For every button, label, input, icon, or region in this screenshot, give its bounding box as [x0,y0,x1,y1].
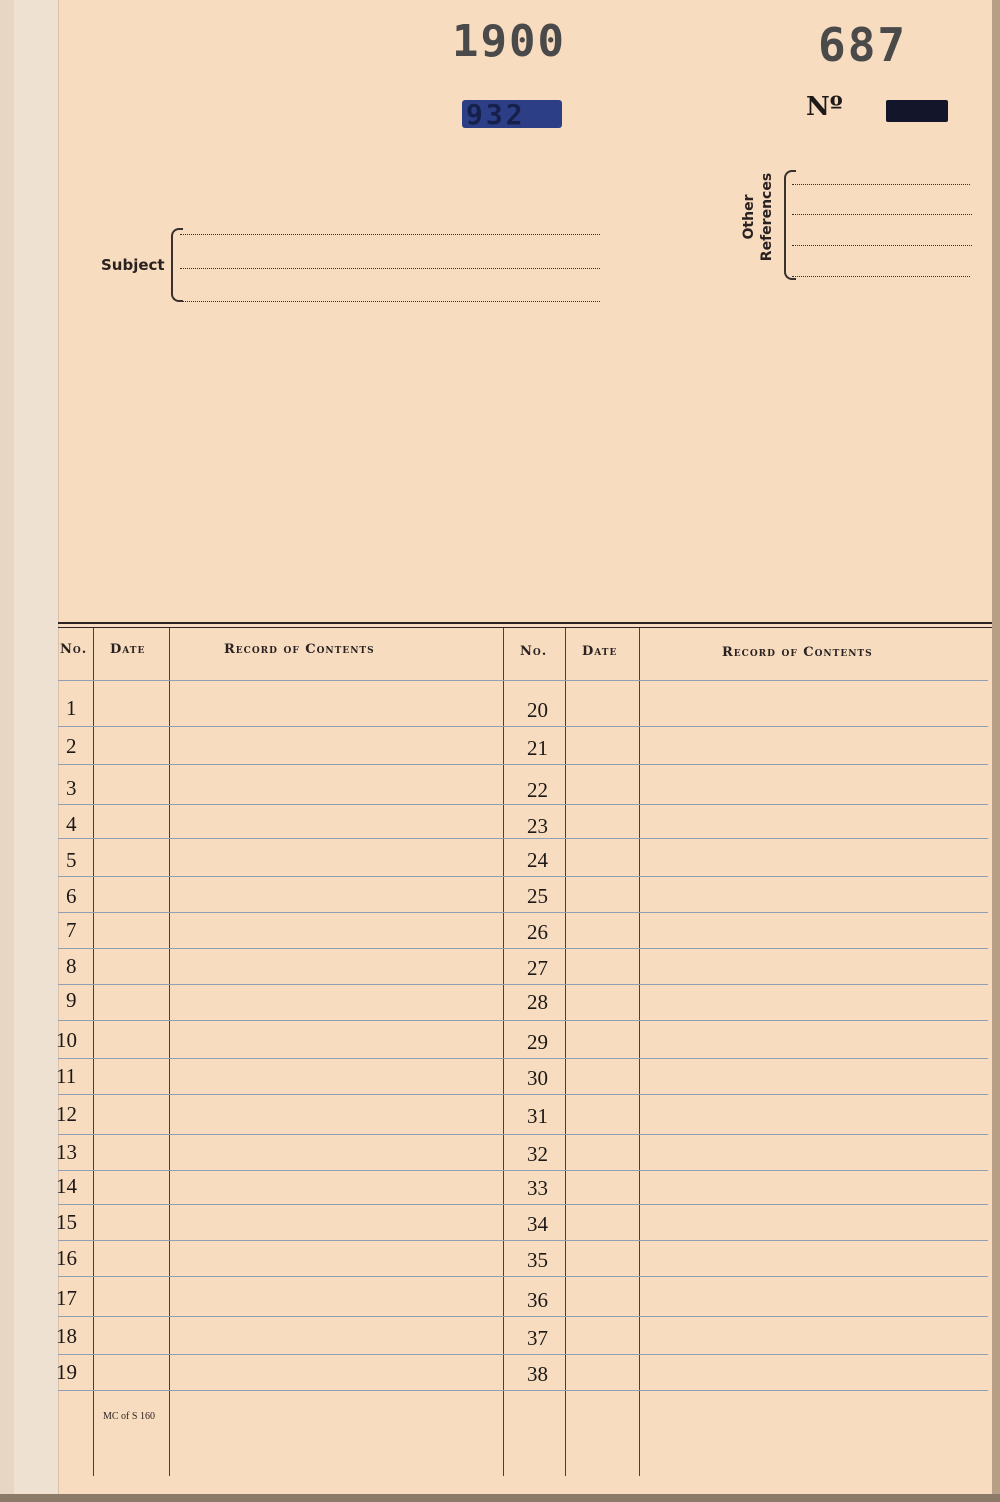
other-references-brace [784,170,796,280]
reference-line-3[interactable] [792,245,972,246]
right-row-number: 26 [527,920,548,944]
row-rule [58,1094,988,1095]
right-row-number: 27 [527,956,548,980]
right-row-number: 30 [527,1066,548,1090]
row-rule [58,1240,988,1241]
reference-line-4[interactable] [792,276,970,277]
left-row-number: 9 [66,988,77,1012]
right-row-number: 25 [527,884,548,908]
right-row-number: 23 [527,814,548,838]
right-row-number: 35 [527,1248,548,1272]
left-row-number: 12 [56,1102,77,1126]
right-row-number: 22 [527,778,548,802]
row-rule [58,948,988,949]
left-row-number: 11 [56,1064,77,1088]
row-rule [58,838,988,839]
left-row-number: 8 [66,954,77,978]
row-rule [58,764,988,765]
page-right-edge [992,0,1000,1502]
column-rule [639,628,640,1476]
row-rule [58,1276,988,1277]
subject-brace [171,228,183,302]
left-row-number: 4 [66,812,77,836]
row-rule [58,912,988,913]
column-rule [503,628,504,1476]
left-header-no: No. [60,642,88,657]
row-rule [58,1390,988,1391]
row-rule [58,1134,988,1135]
row-rule [58,984,988,985]
subject-line-2[interactable] [180,268,600,269]
subject-label: Subject [101,256,165,274]
column-rule [169,628,170,1476]
left-row-number: 18 [56,1324,77,1348]
subject-line-1[interactable] [180,234,600,235]
right-header-record: Record of Contents [722,645,873,660]
other-references-label-line2: References [759,172,775,262]
right-row-number: 29 [527,1030,548,1054]
row-rule [58,1170,988,1171]
right-row-number: 28 [527,990,548,1014]
left-header-record: Record of Contents [224,642,375,657]
row-rule [58,1354,988,1355]
column-rule [565,628,566,1476]
row-rule [58,726,988,727]
right-row-number: 33 [527,1176,548,1200]
left-row-number: 1 [66,696,77,720]
stamp-year: 1900 [452,16,566,67]
left-row-number: 3 [66,776,77,800]
page-bottom-edge [0,1494,1000,1502]
other-references-label [740,162,776,272]
right-row-number: 31 [527,1104,548,1128]
right-row-number: 20 [527,698,548,722]
right-row-number: 37 [527,1326,548,1350]
row-rule [58,1020,988,1021]
left-row-number: 2 [66,734,77,758]
section-divider-thin [58,627,992,628]
form-code: MC of S 160 [103,1411,155,1422]
right-row-number: 24 [527,848,548,872]
row-rule [58,1058,988,1059]
number-redaction-mark [886,100,948,122]
left-row-number: 7 [66,918,77,942]
left-header-date: Date [110,642,146,657]
spine-edge [0,0,14,1502]
redacted-year-text: 932 [466,98,526,131]
section-divider-thick [58,622,992,624]
row-rule [58,1204,988,1205]
reference-line-1[interactable] [792,184,970,185]
binding-spine [0,0,59,1502]
row-rule [58,876,988,877]
column-rule [93,628,94,1476]
row-rule [58,1316,988,1317]
right-header-date: Date [582,644,618,659]
right-row-number: 38 [527,1362,548,1386]
left-row-number: 14 [56,1174,77,1198]
left-row-number: 15 [56,1210,77,1234]
subject-line-3[interactable] [180,301,600,302]
reference-line-2[interactable] [792,214,972,215]
right-row-number: 34 [527,1212,548,1236]
left-row-number: 19 [56,1360,77,1384]
right-row-number: 36 [527,1288,548,1312]
number-label: Nº [806,92,843,122]
left-row-number: 5 [66,848,77,872]
left-row-number: 6 [66,884,77,908]
other-references-label-line1: Other [741,194,757,240]
right-row-number: 21 [527,736,548,760]
right-row-number: 32 [527,1142,548,1166]
left-row-number: 17 [56,1286,77,1310]
right-header-no: No. [520,644,548,659]
row-rule [58,804,988,805]
left-row-number: 10 [56,1028,77,1052]
header-rule [58,680,988,681]
stamp-file-number: 687 [818,18,908,72]
left-row-number: 16 [56,1246,77,1270]
left-row-number: 13 [56,1140,77,1164]
